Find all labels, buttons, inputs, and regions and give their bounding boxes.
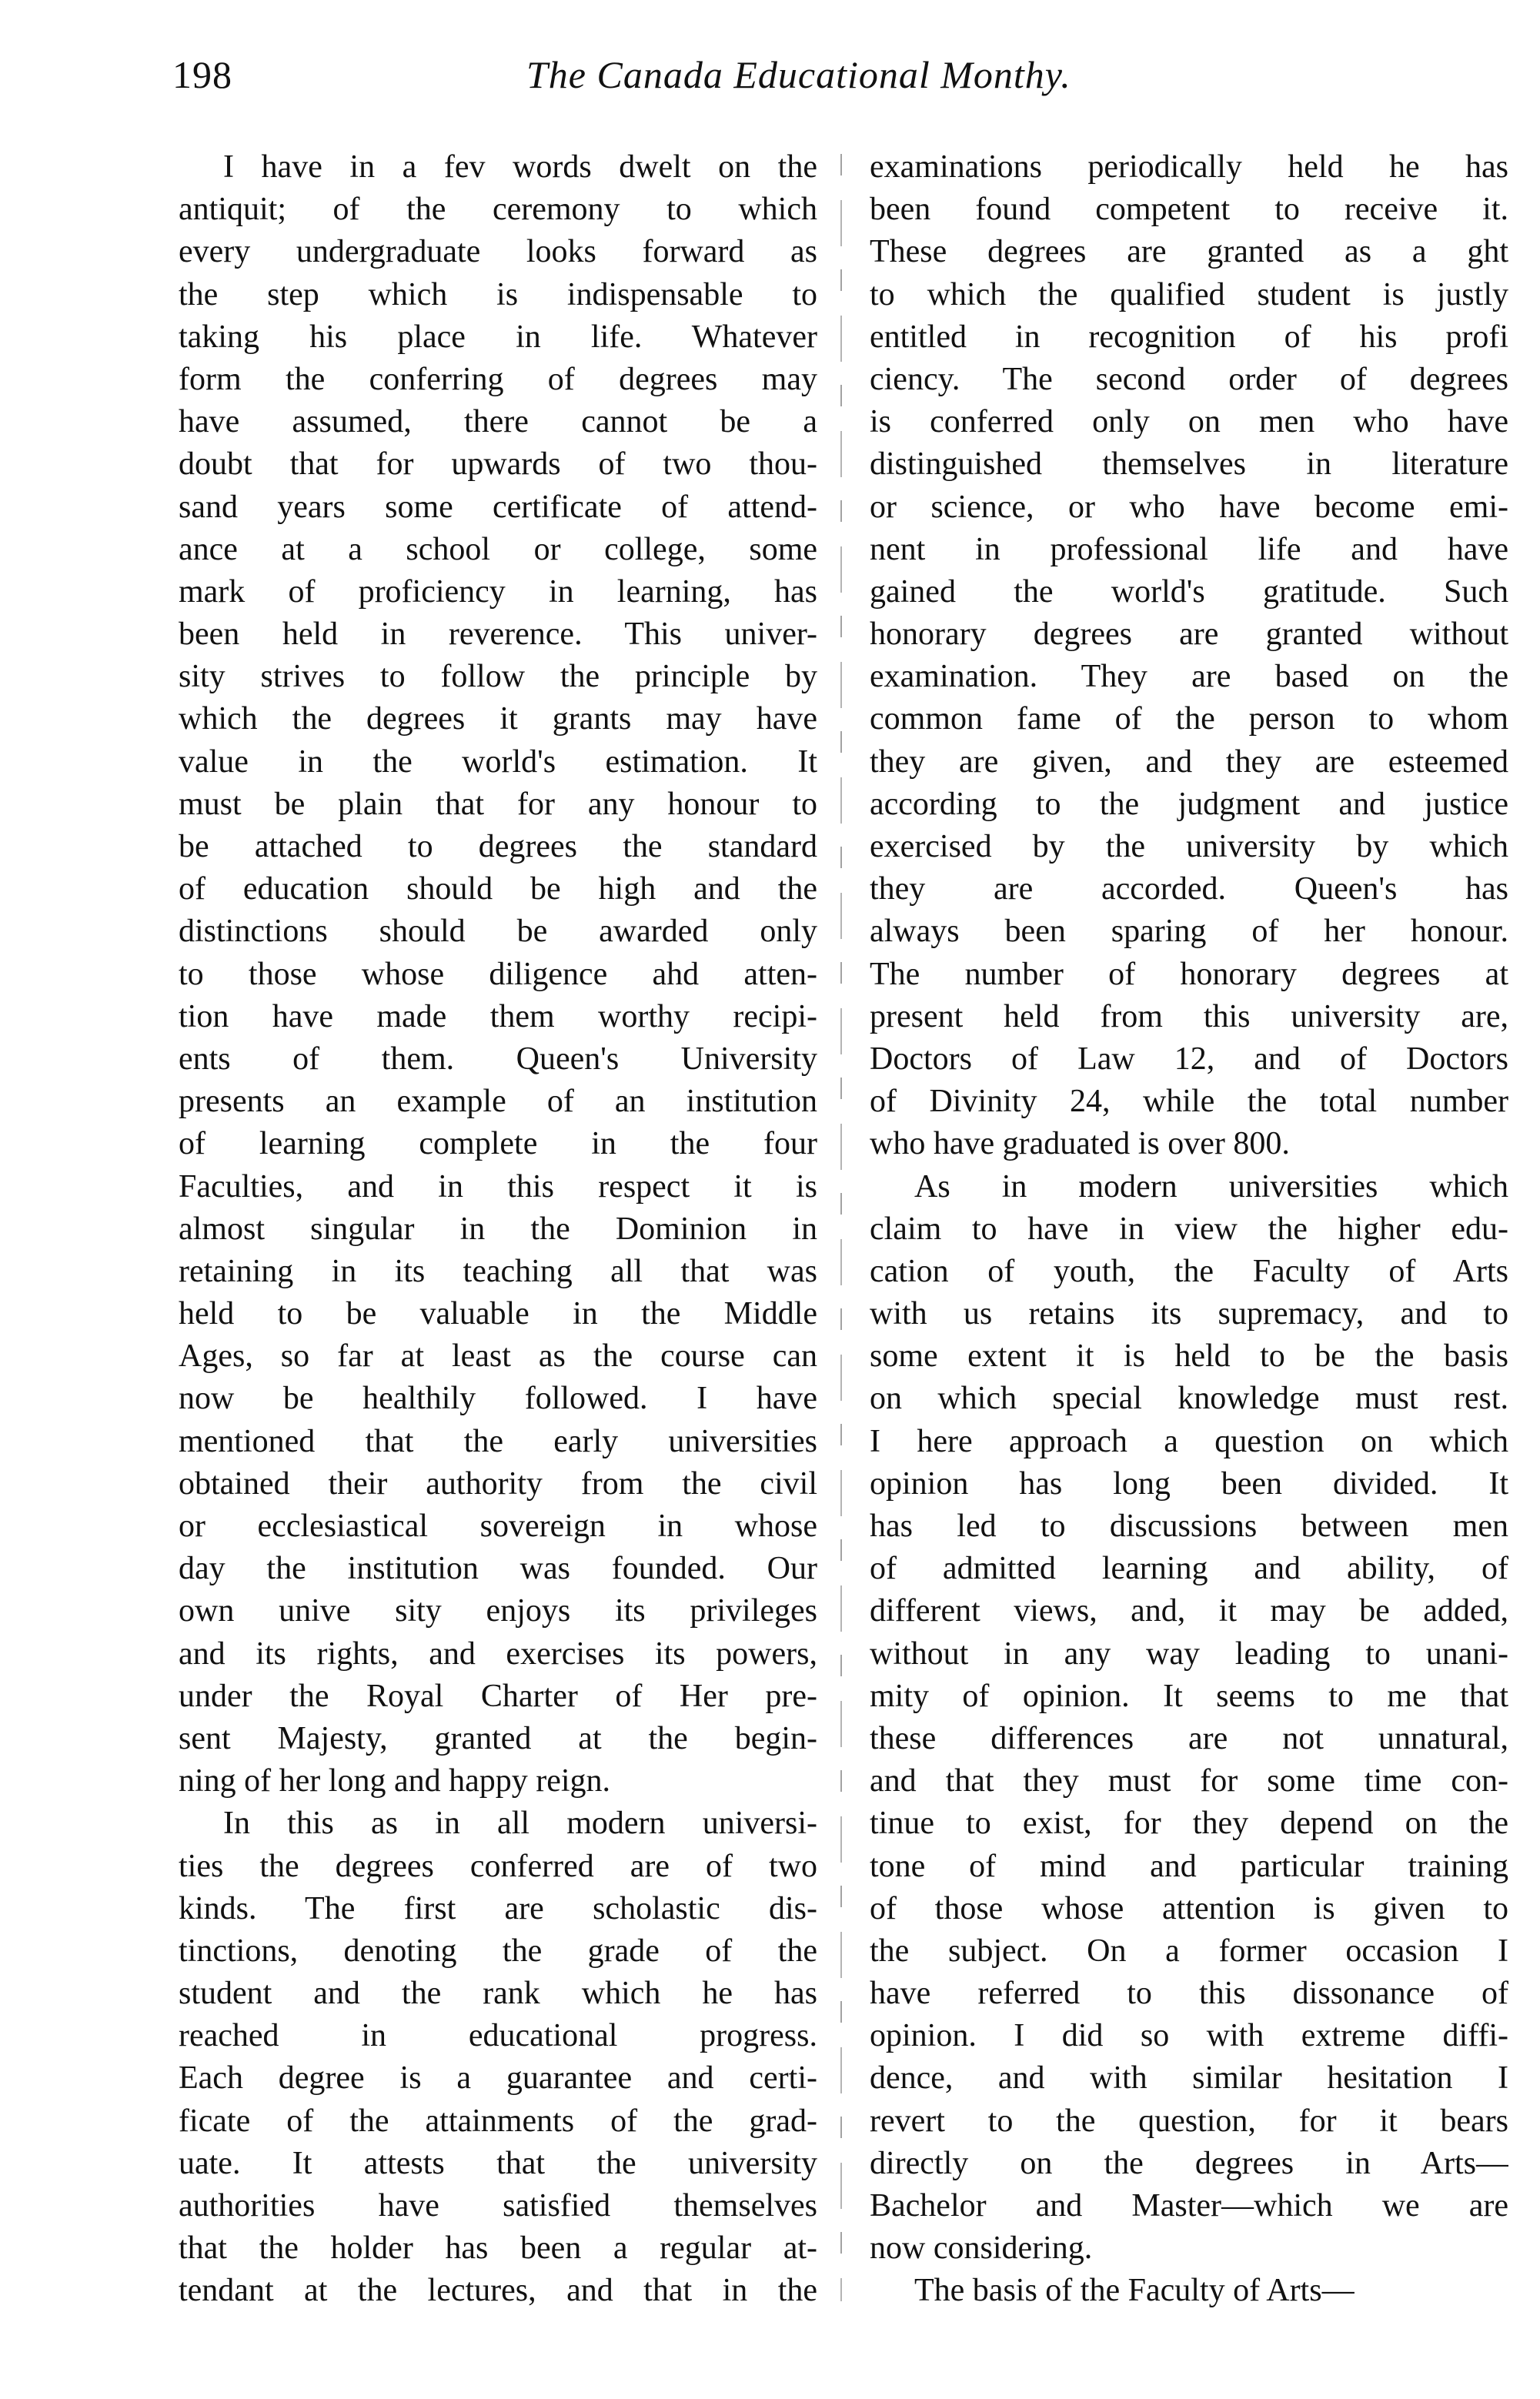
- text-line: I here approach a question on which: [870, 1423, 1508, 1459]
- text-line: The basis of the Faculty of Arts—: [914, 2273, 1355, 2309]
- text-line: the subject. On a former occasion I: [870, 1933, 1508, 1969]
- text-line: of Divinity 24, while the total number: [870, 1084, 1508, 1120]
- page-header: [172, 46, 1496, 108]
- text-line: authorities have satisfied themselves: [179, 2188, 817, 2224]
- text-line: present held from this university are,: [870, 998, 1508, 1034]
- text-line: distinguished themselves in literature: [870, 446, 1508, 483]
- text-line: cation of youth, the Faculty of Arts: [870, 1253, 1508, 1289]
- text-line: Each degree is a guarantee and certi-: [179, 2060, 817, 2097]
- text-line: exercised by the university by which: [870, 829, 1508, 864]
- text-line: they are given, and they are esteemed: [870, 743, 1508, 780]
- text-line: As in modern universities which: [914, 1168, 1508, 1205]
- text-line: tendant at the lectures, and that in the: [179, 2273, 817, 2309]
- text-line: mark of proficiency in learning, has: [179, 573, 817, 610]
- text-line: nent in professional life and have: [870, 531, 1508, 567]
- text-line: tion have made them worthy recipi-: [179, 998, 817, 1034]
- column-rule: [840, 154, 842, 2301]
- text-line: mity of opinion. It seems to me that: [870, 1678, 1508, 1714]
- text-line: they are accorded. Queen's has: [870, 871, 1508, 907]
- text-line: presents an example of an institution: [179, 1084, 817, 1120]
- text-line: opinion has long been divided. It: [870, 1465, 1508, 1502]
- text-line: taking his place in life. Whatever: [179, 319, 817, 355]
- text-line: obtained their authority from the civil: [179, 1465, 817, 1502]
- text-line: or science, or who have become emi-: [870, 489, 1508, 525]
- text-line: which the degrees it grants may have: [179, 701, 817, 737]
- text-line: some extent it is held to be the basis: [870, 1338, 1508, 1375]
- text-line: uate. It attests that the university: [179, 2145, 817, 2181]
- text-line: always been sparing of her honour.: [870, 914, 1508, 950]
- text-line: ciency. The second order of degrees: [870, 361, 1508, 397]
- text-line: sity strives to follow the principle by: [179, 659, 817, 695]
- text-line: has led to discussions between men: [870, 1509, 1508, 1544]
- text-line: of admitted learning and ability, of: [870, 1551, 1508, 1587]
- text-line: these differences are not unnatural,: [870, 1720, 1508, 1756]
- right-column: [870, 146, 1508, 2313]
- text-line: been found competent to receive it.: [870, 192, 1508, 228]
- text-line: now be healthily followed. I have: [179, 1381, 817, 1417]
- running-title: The Canada Educational Monthy.: [526, 53, 1071, 96]
- text-line: examinations periodically held he has: [870, 149, 1508, 185]
- text-line: Faculties, and in this respect it is: [179, 1168, 817, 1205]
- text-line: ance at a school or college, some: [179, 531, 817, 567]
- text-line: Bachelor and Master—which we are: [870, 2188, 1508, 2224]
- text-line: ning of her long and happy reign.: [179, 1763, 611, 1799]
- page-number: 198: [172, 53, 232, 96]
- text-line: without in any way leading to unani-: [870, 1636, 1508, 1672]
- text-line: opinion. I did so with extreme diffi-: [870, 2018, 1508, 2054]
- text-line: form the conferring of degrees may: [179, 361, 817, 397]
- text-line: tinctions, denoting the grade of the: [179, 1933, 817, 1969]
- text-line: I have in a fev words dwelt on the: [223, 149, 817, 185]
- text-line: have assumed, there cannot be a: [179, 404, 817, 440]
- text-line: tinue to exist, for they depend on the: [870, 1806, 1508, 1842]
- text-line: dence, and with similar hesitation I: [870, 2060, 1508, 2097]
- text-line: student and the rank which he has: [179, 1976, 817, 2012]
- text-line: been held in reverence. This univer-: [179, 616, 817, 653]
- text-line: and its rights, and exercises its powers,: [179, 1636, 817, 1672]
- text-line: of those whose attention is given to: [870, 1890, 1508, 1926]
- text-line: according to the judgment and justice: [870, 786, 1508, 822]
- text-line: Ages, so far at least as the course can: [179, 1338, 817, 1375]
- text-line: held to be valuable in the Middle: [179, 1296, 817, 1332]
- text-line: revert to the question, for it bears: [870, 2103, 1508, 2139]
- text-line: common fame of the person to whom: [870, 701, 1508, 737]
- text-line: with us retains its supremacy, and to: [870, 1296, 1508, 1332]
- text-line: sand years some certificate of attend-: [179, 489, 817, 525]
- text-line: value in the world's estimation. It: [179, 743, 817, 780]
- text-line: own unive sity enjoys its privileges: [179, 1593, 817, 1629]
- text-line: to those whose diligence ahd atten-: [179, 956, 817, 992]
- text-line: ents of them. Queen's University: [179, 1041, 817, 1077]
- text-line: must be plain that for any honour to: [179, 786, 817, 822]
- text-line: entitled in recognition of his profi: [870, 319, 1508, 355]
- text-line: reached in educational progress.: [179, 2018, 817, 2054]
- text-line: on which special knowledge must rest.: [870, 1381, 1508, 1417]
- text-line: sent Majesty, granted at the begin-: [179, 1720, 817, 1756]
- text-line: ties the degrees conferred are of two: [179, 1848, 817, 1884]
- text-line: directly on the degrees in Arts—: [870, 2145, 1508, 2181]
- text-line: who have graduated is over 800.: [870, 1126, 1290, 1162]
- text-line: be attached to degrees the standard: [179, 829, 817, 864]
- text-line: gained the world's gratitude. Such: [870, 573, 1508, 610]
- text-line: the step which is indispensable to: [179, 276, 817, 312]
- text-line: doubt that for upwards of two thou-: [179, 446, 817, 483]
- text-line: The number of honorary degrees at: [870, 956, 1508, 992]
- text-line: In this as in all modern universi-: [223, 1806, 817, 1842]
- text-line: examination. They are based on the: [870, 659, 1508, 695]
- text-line: different views, and, it may be added,: [870, 1593, 1508, 1629]
- text-line: that the holder has been a regular at-: [179, 2230, 817, 2267]
- text-line: honorary degrees are granted without: [870, 616, 1508, 653]
- text-line: every undergraduate looks forward as: [179, 234, 817, 270]
- text-line: distinctions should be awarded only: [179, 914, 817, 950]
- text-line: now considering.: [870, 2230, 1093, 2267]
- text-line: kinds. The first are scholastic dis-: [179, 1890, 817, 1926]
- text-line: of education should be high and the: [179, 871, 817, 907]
- text-line: is conferred only on men who have: [870, 404, 1508, 440]
- text-line: antiquit; of the ceremony to which: [179, 192, 817, 228]
- text-line: under the Royal Charter of Her pre-: [179, 1678, 817, 1714]
- text-line: claim to have in view the higher edu-: [870, 1211, 1508, 1247]
- text-line: almost singular in the Dominion in: [179, 1211, 817, 1247]
- text-line: day the institution was founded. Our: [179, 1551, 817, 1587]
- text-line: tone of mind and particular training: [870, 1848, 1508, 1884]
- text-line: These degrees are granted as a ght: [870, 234, 1508, 270]
- left-column: [179, 146, 817, 2313]
- text-line: have referred to this dissonance of: [870, 1976, 1508, 2012]
- text-line: Doctors of Law 12, and of Doctors: [870, 1041, 1508, 1077]
- text-line: and that they must for some time con-: [870, 1763, 1508, 1799]
- text-line: of learning complete in the four: [179, 1126, 817, 1162]
- text-line: or ecclesiastical sovereign in whose: [179, 1509, 817, 1544]
- text-line: retaining in its teaching all that was: [179, 1253, 817, 1289]
- text-line: to which the qualified student is justly: [870, 276, 1508, 312]
- text-line: mentioned that the early universities: [179, 1423, 817, 1459]
- text-line: ficate of the attainments of the grad-: [179, 2103, 817, 2139]
